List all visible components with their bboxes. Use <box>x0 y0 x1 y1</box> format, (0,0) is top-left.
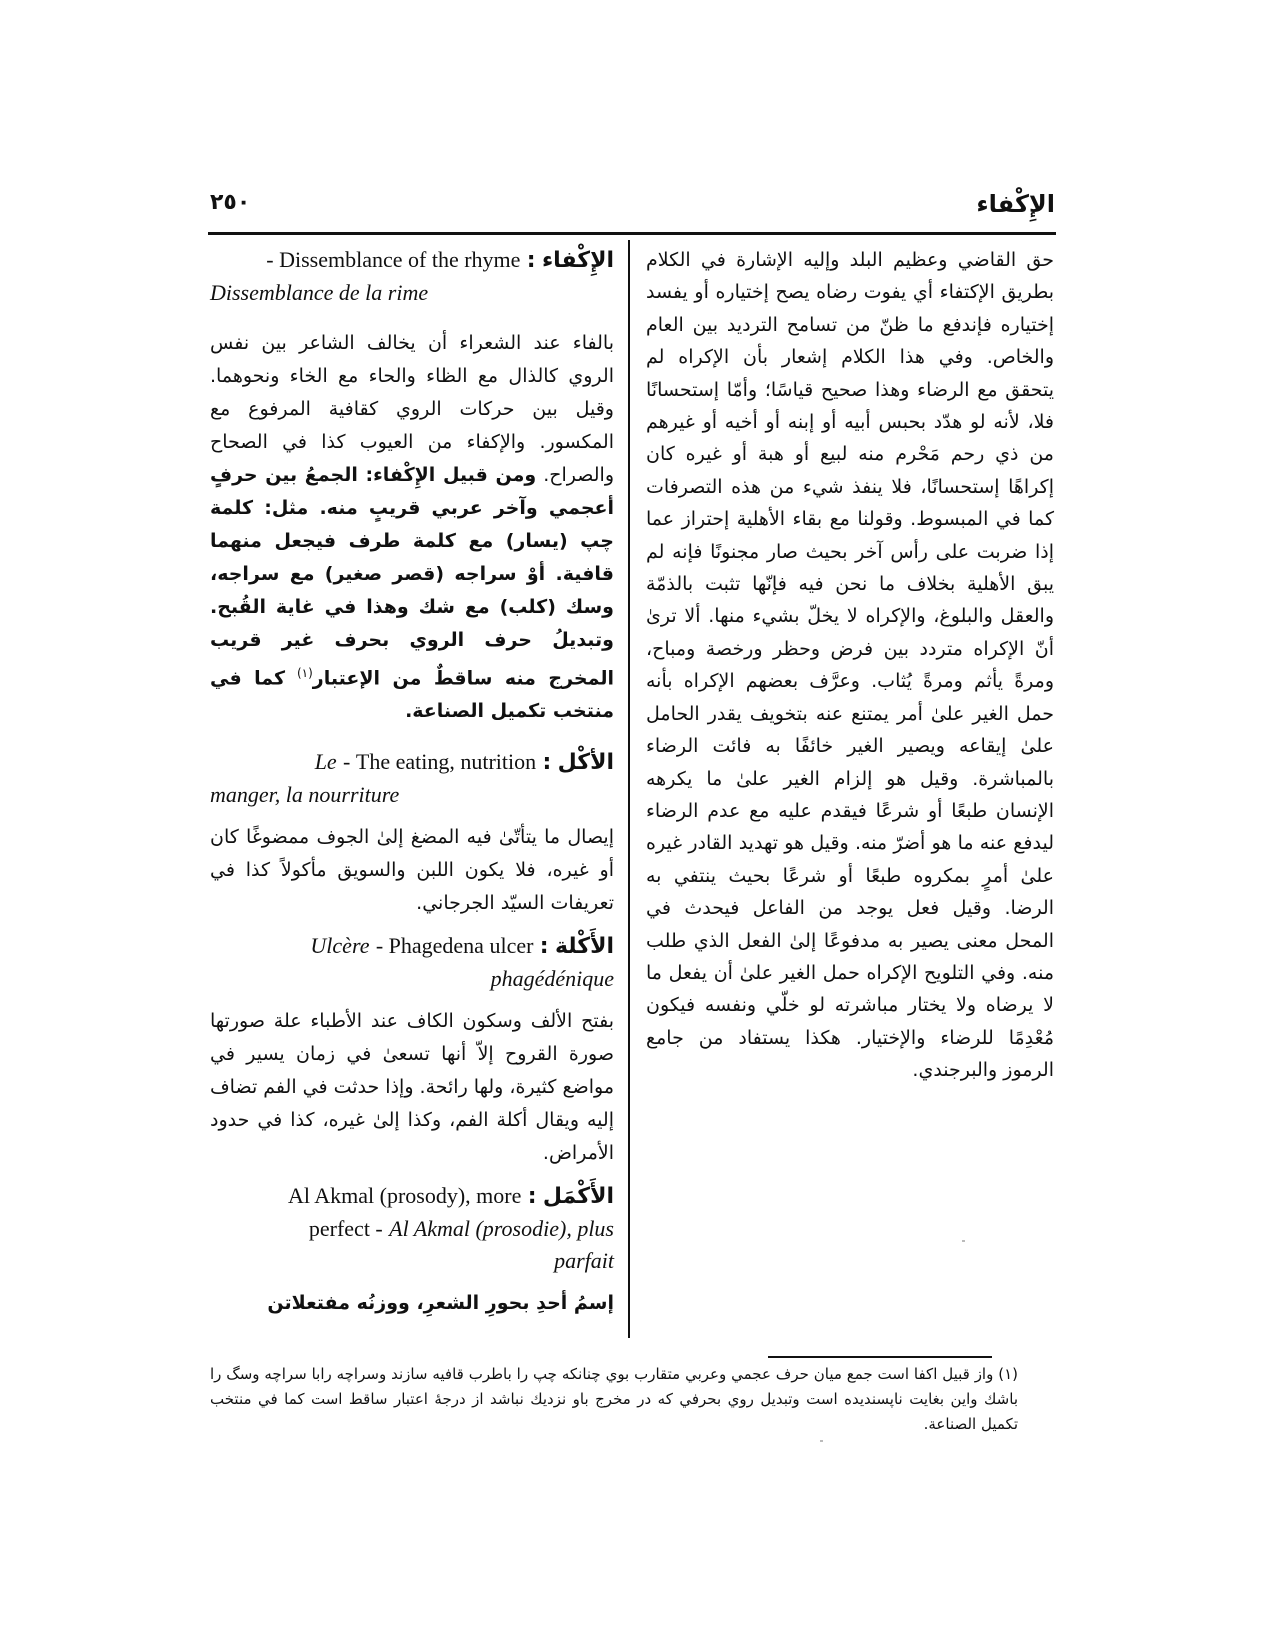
entry-french-cont: manger, la nourriture <box>210 782 400 808</box>
entry-french: Dissemblance de la rime <box>210 280 429 305</box>
header-rule <box>208 232 1056 235</box>
entry-body-bold-end: كما في منتخب تكميل الصناعة. <box>210 667 614 723</box>
entry-colon: : <box>539 934 549 960</box>
left-column <box>210 244 614 1320</box>
entry-french: Ulcère <box>310 933 370 959</box>
entry-body-plain: بالفاء عند الشعراء أن يخالف الشاعر بين نفس الروي كالذال مع الظاء والحاء مع الخاء ونحوهما. وقيل بين حركات الروي كقافية المرفوع مع المكسور. والإكفاء من العيوب كذا في الصحاح والصراح. <box>210 332 614 486</box>
entry-english: Dissemblance of the rhyme - <box>266 247 521 272</box>
entry-french-cont: parfait <box>554 1248 614 1274</box>
entry-heading-akl <box>210 746 614 811</box>
entry-heading-akmal <box>210 1180 614 1277</box>
entry-english: Al Akmal (prosody), more <box>287 1183 522 1209</box>
entry-body-akla: بفتح الألف وسكون الكاف عند الأطباء علة صورتها صورة القروح إلاّ أنها تسعىٰ في زمان يسير في مواضع كثيرة، ولها رائحة. وإذا حدثت في الفم تضاف إليه ويقال أكلة الفم، وكذا إلىٰ غيره، كذا في حدود الأمراض. <box>209 1010 614 1165</box>
scan-speck <box>962 1240 965 1242</box>
running-head-title: الإِكْفاء <box>976 190 1055 218</box>
entry-colon: : <box>542 750 552 776</box>
column-divider <box>628 240 630 1338</box>
entry-french: Le <box>314 749 337 775</box>
right-column <box>646 244 1054 1087</box>
entry-english: The eating, nutrition - <box>343 749 537 775</box>
entry-term: الأَكْلة <box>554 934 614 960</box>
entry-body-akl: إيصال ما يتأتّىٰ فيه المضغ إلىٰ الجوف ممضوغًا كان أو غيره، فلا يكون اللبن والسويق مأكولاً كذا في تعريفات السيّد الجرجاني. <box>210 826 614 915</box>
right-column-paragraph: حق القاضي وعظيم البلد وإليه الإشارة في الكلام بطريق الإكتفاء أي يفوت رضاه يصح إختياره أو يفسد إختياره فإندفع ما ظنّ من تسامح الترديد بين العام والخاص. وفي هذا الكلام إشعار بأن الإكراه لم يتحقق مع الرضاء وهذا صحيح قياسًا؛ وأمّا إستحسانًا فلا، لأنه لو هدّد بحبس أبيه أو إبنه أو أخيه أو غيرهم من ذي رحم مَحْرم منه لبيع أو هبة أو غيره كان إكراهًا إستحسانًا، فلا ينفذ شيء من هذه التصرفات كما في المبسوط. وقولنا مع بقاء الأهلية إحتراز عما إذا ضربت على رأس آخر بحيث صار مجنونًا فإنه لم يبق الأهلية بخلاف ما نحن فيه فإنّها تثبت بالذمّة والعقل والبلوغ، والإكراه لا يخلّ بشيء منها. ألا ترىٰ أنّ الإكراه متردد بين فرض وحظر ورخصة ومباح، ومرةً يأثم ومرةً يُثاب. وعرَّف بعضهم الإكراه بأنه حمل الغير علىٰ أمر يمتنع عنه بتخويف يقدر الحامل علىٰ إيقاعه ويصير الغير خائفًا به فائت الرضاء بالمباشرة. وقيل هو إلزام الغير علىٰ ما يكرهه الإنسان طبعًا أو شرعًا فيقدم عليه مع عدم الرضاء ليدفع عنه ما هو أضرّ منه. وقيل هو تهديد القادر غيره علىٰ أمرٍ بمكروه طبعًا أو شرعًا بحيث ينتفي به الرضا. وقيل فعل يوجد من الفاعل فيحدث في المحل معنى يصير به مدفوعًا إلىٰ الفعل الذي طلب منه. وفي التلويح الإكراه حمل الغير علىٰ أن يفعل ما لا يرضاه ولا يختار مباشرته لو خلّي ونفسه فيكون مُعْدِمًا للرضاء والإختيار. هكذا يستفاد من جامع الرموز والبرجندي. <box>646 249 1054 1082</box>
entry-english: Phagedena ulcer - <box>375 933 534 959</box>
entry-body-bold: ومن قبيل الإِكْفاء: الجمعُ بين حرفٍ أعجمي وآخر عربي قريبٍ منه. مثل: كلمة چپ (يسار) مع كلمة طرف فيجعل منهما قافية. أوْ سراجه (قصر صغير) مع سراجه، وسك (كلب) مع شك وهذا في غاية القُبح. وتبديلُ حرف الروي بحرف غير قريب المخرج منه ساقطٌ من الإعتبار <box>210 464 614 690</box>
entry-colon: : <box>527 1184 537 1210</box>
entry-body-akmal: إسمُ أحدِ بحورِ الشعرِ، ووزنُه مفتعلاتن <box>267 1292 614 1315</box>
entry-heading-ikfa <box>210 244 614 309</box>
entry-english-cont: perfect - <box>308 1216 383 1242</box>
footnote-marker: (١) <box>296 666 313 680</box>
entry-term: الأكْل <box>557 750 614 776</box>
entry-term: الإِكْفاء <box>541 248 614 273</box>
entry-heading-akla <box>210 930 614 995</box>
scan-speck <box>820 1440 823 1442</box>
entry-colon: : <box>526 248 536 273</box>
entry-french: Al Akmal (prosodie), plus <box>389 1216 614 1242</box>
footnote-rule <box>768 1356 992 1358</box>
footnote: (١) واز قبيل اكفا است جمع ميان حرف عجمي وعربي متقارب بوي چنانكه چپ را باطرب قافيه سازند وسراچه رابا سراچه وسگ را باشك واين بغايت ناپسنديده است وتبديل روي بحرفي كه در مخرج باو نزديك نباشد از درجهٔ اعتبار ساقط است كما في منتخب تكميل الصناعة. <box>210 1365 1018 1433</box>
entry-body-ikfa <box>210 327 614 728</box>
entry-term: الأَكْمَل <box>542 1184 614 1210</box>
entry-french-cont: phagédénique <box>490 966 614 992</box>
page-number: ٢٥٠ <box>210 190 251 215</box>
